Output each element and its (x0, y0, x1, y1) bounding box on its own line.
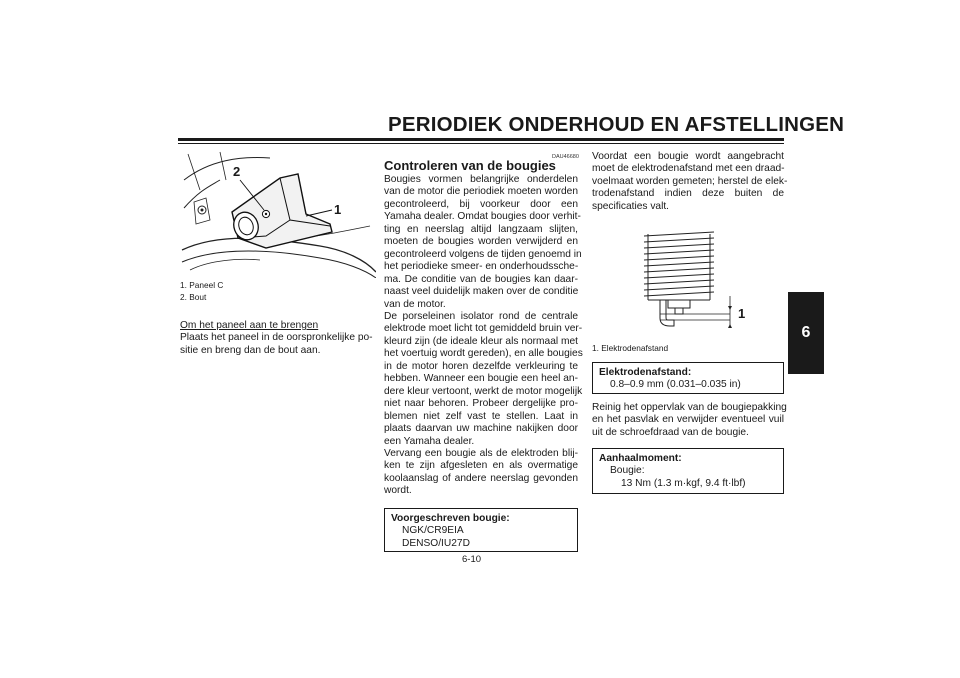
right-paragraph-2 (592, 402, 787, 439)
text-line: het voertuig wordt gereden), en alle bougies (384, 348, 583, 360)
text-line: Bougies vormen belangrijke onderdelen (384, 174, 578, 185)
text-line: moeten de bougies worden verwijderd en (384, 236, 578, 248)
text-line: het periodieke smeer- en onderhoudssche- (384, 261, 579, 273)
chapter-tab[interactable] (788, 292, 824, 374)
text-line: trodenafstand indien deze buiten de (592, 188, 784, 200)
text-line: van de motor die periodiek moeten worden (384, 186, 578, 198)
subheading: Om het paneel aan te brengen (180, 320, 319, 331)
middle-paragraph (384, 174, 583, 498)
text-line: specificaties valt. (592, 200, 670, 212)
text-line: koolaanslag of andere neerslag gevonden (384, 472, 578, 484)
electrode-gap-box (592, 362, 784, 394)
text-line: en het pasvlak en verwijder eventueel vuil (592, 414, 784, 426)
text-line: in de motor horen dezelfde verkleuring te (384, 360, 578, 372)
text-line: van de motor. (384, 298, 446, 310)
header-rule-thin (178, 143, 784, 144)
torque-box (592, 448, 784, 494)
spec-box-title: Voorgeschreven bougie: (391, 513, 510, 524)
text-line: niet naar behoren. Probeer dergelijke pro- (384, 398, 578, 410)
figure-caption: 1. Elektrodenafstand (592, 343, 669, 353)
chapter-number: 6 (801, 324, 811, 341)
torque-box-title: Aanhaalmoment: (599, 453, 682, 464)
panel-illustration (180, 150, 376, 278)
left-subsection (180, 320, 372, 357)
text-line: ma. De conditie van de bougies kan daar- (384, 273, 578, 285)
text-line: gecontroleerd, bij voorkeur door een (384, 198, 578, 210)
text-line: sitie en breng dan de bout aan. (180, 344, 321, 356)
text-line: ting en neerslag altijd langzaam slijten, (384, 223, 578, 235)
text-line: ken te zijn afgesleten en als overmatige (384, 460, 578, 472)
spec-value: NGK/CR9EIA (402, 525, 464, 537)
text-line: gecontroleerd volgens de tijden genoemd in (384, 248, 582, 260)
text-line: blemen niet zelf vast te stellen. Laat in (384, 410, 578, 422)
spark-plug-illustration (638, 230, 750, 330)
caption-item: 1. Paneel C (180, 280, 224, 290)
text-line: kleurd zijn (de ideale kleur als normaal met (384, 335, 578, 347)
text-line: hebben. Wanneer een bougie een heel an- (384, 373, 578, 385)
spark-plug-spec-box (384, 508, 578, 552)
right-paragraph-1 (592, 151, 788, 213)
section-title: Controleren van de bougies (384, 158, 556, 173)
text-line: elektrode moet licht tot gemiddeld bruin ver- (384, 323, 583, 335)
gap-value: 0.8–0.9 mm (0.031–0.035 in) (610, 379, 741, 391)
callout-2: 2 (233, 164, 241, 179)
text-line: uit de schroefdraad van de bougie. (592, 426, 749, 438)
text-line: naast veel duidelijk maken over de conditie (384, 286, 579, 298)
text-line: voelmaat worden gemeten; herstel de elek- (592, 175, 788, 187)
text-line: De porseleinen isolator rond de centrale (384, 310, 578, 322)
gap-box-title: Elektrodenafstand: (599, 367, 692, 378)
torque-label: Bougie: (610, 465, 645, 477)
torque-value: 13 Nm (1.3 m·kgf, 9.4 ft·lbf) (621, 477, 746, 489)
text-line: Yamaha dealer. Omdat bougies door verhit- (384, 211, 581, 223)
page-number: 6-10 (462, 554, 482, 565)
text-line: Vervang een bougie als de elektroden blij- (384, 447, 578, 459)
text-line: Plaats het paneel in de oorspronkelijke po- (180, 332, 373, 344)
text-line: een Yamaha dealer. (384, 435, 475, 447)
text-line: dere kleur vertoont, werkt de motor mogelijk (384, 385, 583, 397)
left-paragraph (180, 332, 372, 357)
caption-item: 2. Bout (180, 291, 207, 302)
figure-captions (180, 280, 372, 303)
spec-value: DENSO/IU27D (402, 537, 470, 549)
page-header-title: PERIODIEK ONDERHOUD EN AFSTELLINGEN (388, 113, 845, 136)
doc-code: DAU46680 (552, 154, 579, 160)
text-line: Voordat een bougie wordt aangebracht (592, 151, 784, 162)
text-line: plaats daarvan uw machine nakijken door (384, 423, 578, 435)
header-rule-thick (178, 138, 784, 141)
text-line: moet de elektrodenafstand met een draad- (592, 163, 785, 175)
text-line: wordt. (384, 485, 412, 497)
callout-1-gap: 1 (738, 306, 746, 321)
callout-1: 1 (334, 202, 342, 217)
text-line: Reinig het oppervlak van de bougiepakking (592, 402, 787, 413)
